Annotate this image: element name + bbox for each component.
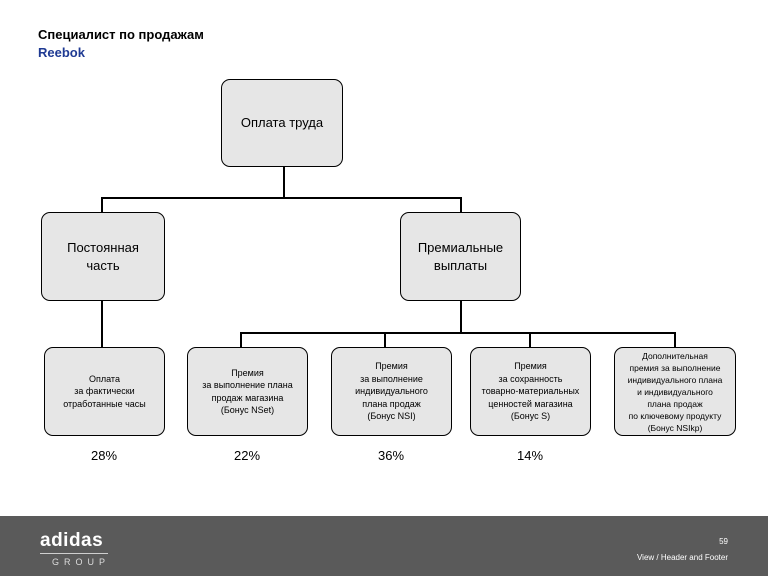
leaf-bonus-prefix: ( [647,422,651,433]
leaf-bonus-suffix: ) [271,405,275,415]
page-number: 59 [719,537,728,546]
leaf-bonus-suffix: ) [547,411,551,422]
percent-label: 22% [233,448,261,463]
connector-leaves-bar [240,332,676,334]
leaf-text: Дополнительная премия за выполнение индивидуального плана и индивидуального плана продаж по ключевому продукту [627,350,723,421]
connector-leaf-3 [384,332,386,348]
connector-fixed-up [101,197,103,213]
connector-root-down [283,166,285,198]
node-bonus-payments [400,212,521,301]
leaf-node [187,347,308,436]
node-bonus-label: Премиальные выплаты [417,239,504,273]
leaf-text: Премия за выполнение плана продаж магазина [202,367,293,403]
leaf-bonus-code: Бонус S [513,411,548,422]
leaf-bonus-prefix: ( [367,411,371,422]
connector-level2-bar [101,197,461,199]
node-root-label: Оплата труда [240,115,324,130]
page-title [38,26,204,62]
percent-label: 28% [90,448,118,463]
leaf-text: Премия за выполнение индивидуального плана продаж [355,361,428,409]
connector-bonus-up [460,197,462,213]
footer-text: View / Header and Footer [636,553,728,562]
node-root [221,79,343,167]
connector-leaf-2 [240,332,242,348]
leaf-bonus-code: Бонус NSet [223,405,272,415]
node-fixed-part [41,212,165,301]
leaf-bonus-code: Бонус NSIkp [650,422,700,433]
leaf-bonus-suffix: ) [699,422,703,433]
leaf-text: Оплата за фактически отработанные часы [63,373,146,409]
leaf-node [44,347,165,436]
footer-bar [0,516,768,576]
adidas-logo: adidas [40,530,104,551]
title-line-1: Специалист по продажам [38,27,204,42]
logo-group-text: GROUP [52,557,111,567]
percent-label: 36% [377,448,405,463]
node-fixed-label: Постоянная часть [67,239,139,273]
connector-fixed-down [101,300,103,348]
connector-bonus-down [460,300,462,333]
connector-leaf-4 [529,332,531,348]
logo-divider [40,553,108,554]
leaf-bonus-prefix: ( [510,411,514,422]
leaf-bonus-code: Бонус NSI [370,411,413,422]
leaf-text: Премия за сохранность товарно-материальных ценностей магазина [481,361,580,409]
leaf-bonus-prefix: ( [220,405,224,415]
leaf-node [331,347,452,436]
title-brand: Reebok [38,45,85,60]
leaf-node [470,347,591,436]
connector-leaf-5 [674,332,676,348]
leaf-node [614,347,736,436]
leaf-bonus-suffix: ) [412,411,416,422]
percent-label: 14% [516,448,544,463]
